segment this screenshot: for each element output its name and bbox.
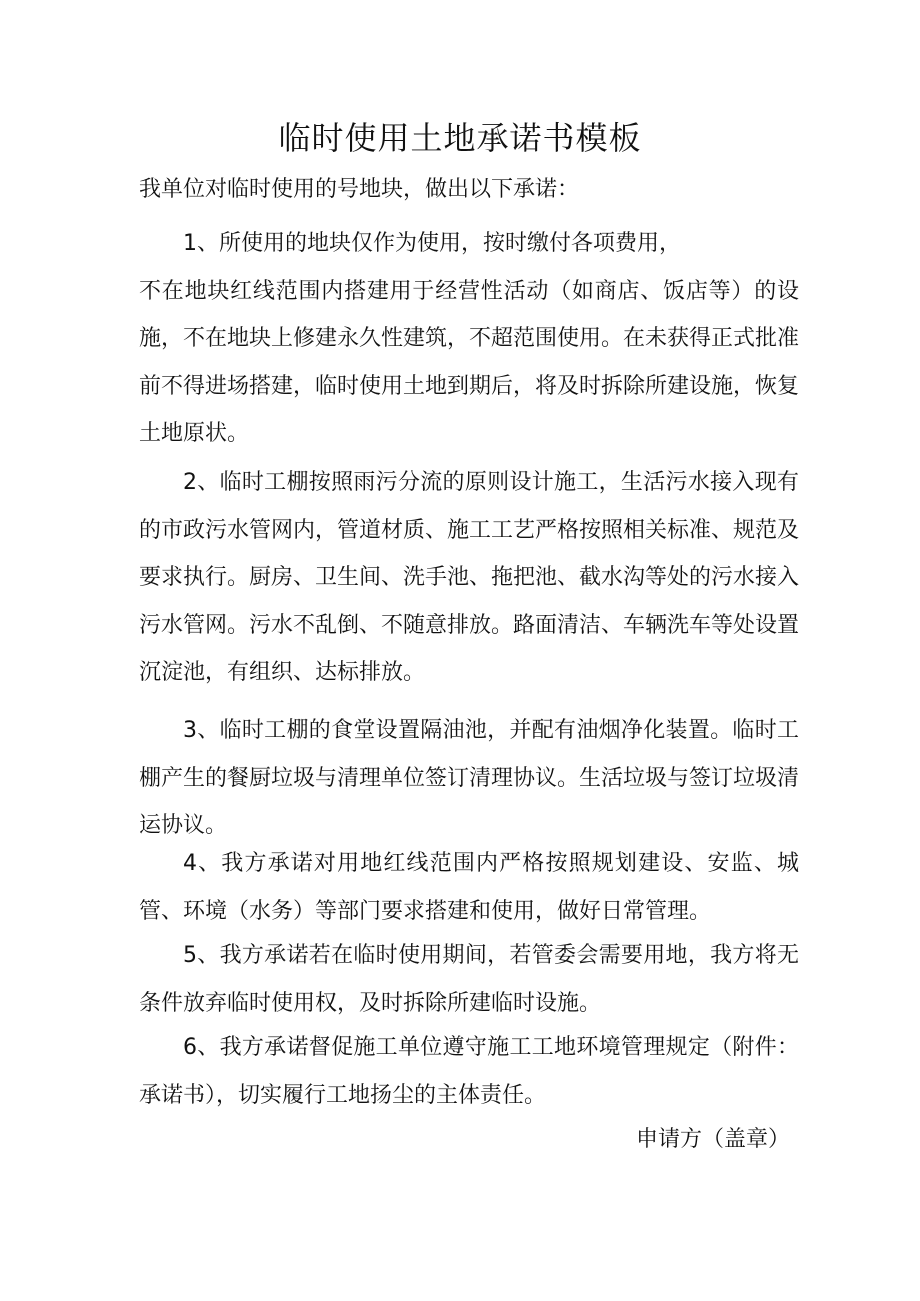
intro-line: 我单位对临时使用的号地块，做出以下承诺： (139, 177, 580, 202)
signature-line: 申请方（盖章） (635, 1127, 790, 1152)
document-title: 临时使用土地承诺书模板 (278, 119, 642, 157)
paragraph-1-first-line: 1、所使用的地块仅作为使用，按时缴付各项费用， (183, 231, 681, 256)
paragraph-1-body: 不在地块红线范围内搭建用于经营性活动（如商店、饭店等）的设施，不在地块上修建永久性建筑，不超范围使用。在未获得正式批准前不得进场搭建，临时使用土地到期后，将及时拆除所建设施，恢复土地原状。 (139, 278, 800, 446)
paragraph-2: 2、临时工棚按照雨污分流的原则设计施工，生活污水接入现有的市政污水管网内，管道材质、施工工艺严格按照相关标准、规范及要求执行。厨房、卫生间、洗手池、拖把池、截水沟等处的污水接入污水管网。污水不乱倒、不随意排放。路面清洁、车辆洗车等处设置沉淀池，有组织、达标排放。 (139, 470, 800, 685)
paragraph-3: 3、临时工棚的食堂设置隔油池，并配有油烟净化装置。临时工棚产生的餐厨垃圾与清理单位签订清理协议。生活垃圾与签订垃圾清运协议。 (139, 718, 800, 838)
paragraph-5: 5、我方承诺若在临时使用期间，若管委会需要用地，我方将无条件放弃临时使用权，及时拆除所建临时设施。 (139, 943, 799, 1016)
paragraph-4: 4、我方承诺对用地红线范围内严格按照规划建设、安监、城管、环境（水务）等部门要求搭建和使用，做好日常管理。 (139, 851, 799, 924)
paragraph-1 (139, 220, 799, 458)
paragraph-6: 6、我方承诺督促施工单位遵守施工工地环境管理规定（附件：承诺书），切实履行工地扬尘的主体责任。 (139, 1035, 799, 1108)
